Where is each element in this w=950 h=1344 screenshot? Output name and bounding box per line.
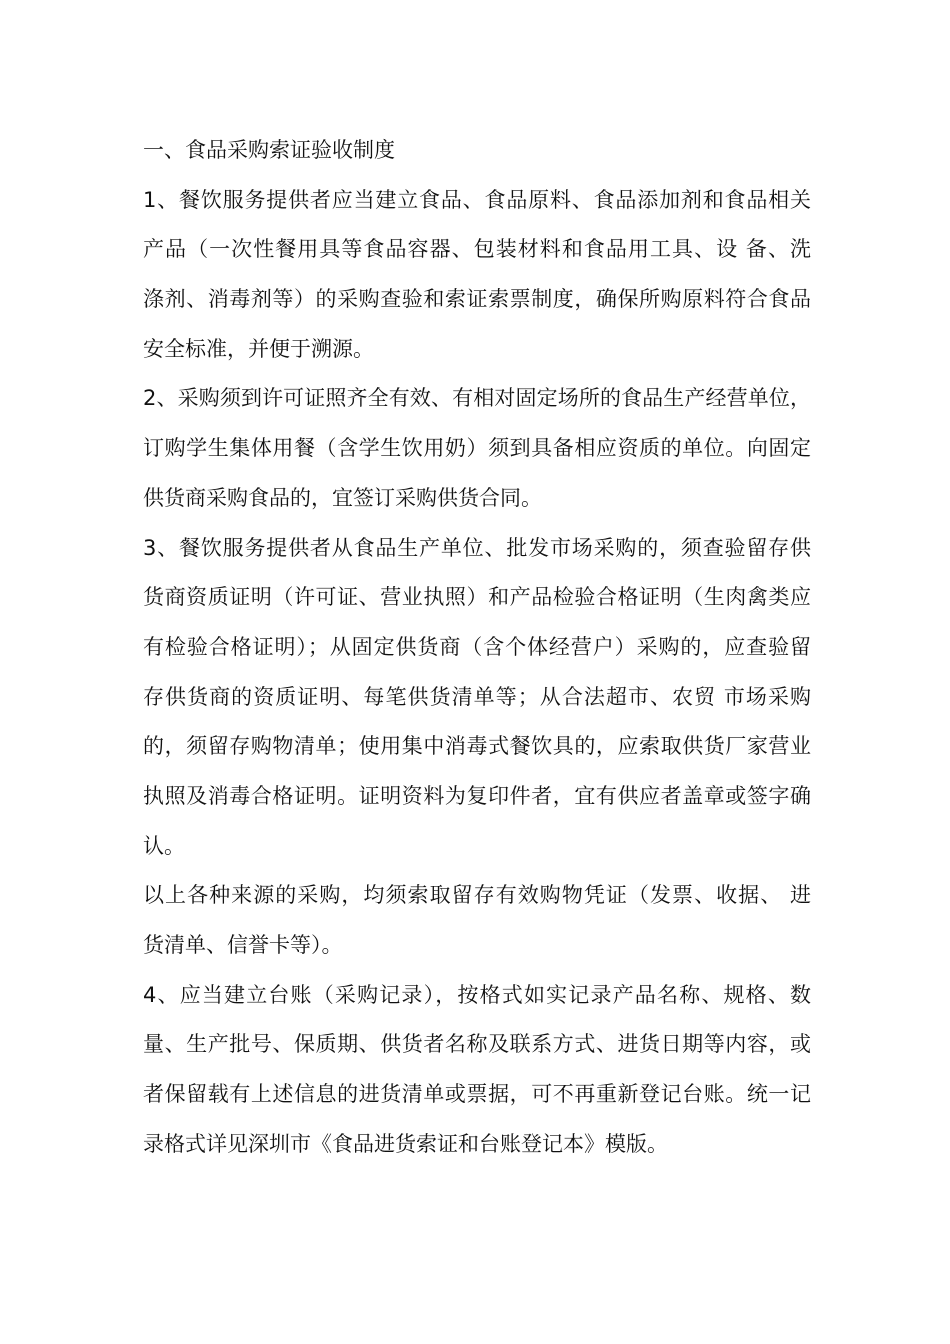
paragraph-line: 的，须留存购物清单；使用集中消毒式餐饮具的，应索取供货厂家营业 xyxy=(143,734,811,759)
paragraph-line: 涤剂、消毒剂等）的采购查验和索证索票制度，确保所购原料符合食品 xyxy=(143,287,811,312)
paragraph-line: 以上各种来源的采购，均须索取留存有效购物凭证（发票、收据、 进 xyxy=(143,883,811,908)
paragraph-line: 录格式详见深圳市《食品进货索证和台账登记本》模版。 xyxy=(143,1131,668,1156)
paragraph-line: 1、餐饮服务提供者应当建立食品、食品原料、食品添加剂和食品相关 xyxy=(143,187,811,212)
paragraph-line: 3、餐饮服务提供者从食品生产单位、批发市场采购的，须查验留存供 xyxy=(143,535,811,560)
paragraph-line: 订购学生集体用餐（含学生饮用奶）须到具备相应资质的单位。向固定 xyxy=(143,436,811,461)
paragraph-line: 有检验合格证明）；从固定供货商（含个体经营户）采购的，应查验留 xyxy=(143,634,811,659)
paragraph-line: 量、生产批号、保质期、供货者名称及联系方式、进货日期等内容，或 xyxy=(143,1032,811,1057)
paragraph-line: 产品（一次性餐用具等食品容器、包装材料和食品用工具、设 备、洗 xyxy=(143,237,811,262)
paragraph-line: 2、采购须到许可证照齐全有效、有相对固定场所的食品生产经营单位， xyxy=(143,386,811,411)
paragraph-line: 者保留载有上述信息的进货清单或票据，可不再重新登记台账。统一记 xyxy=(143,1082,811,1107)
paragraph-line: 认。 xyxy=(143,833,185,858)
paragraph-line: 货清单、信誉卡等）。 xyxy=(143,933,343,957)
paragraph-line: 4、应当建立台账（采购记录），按格式如实记录产品名称、规格、数 xyxy=(143,982,811,1007)
paragraph-line: 安全标准，并便于溯源。 xyxy=(143,336,374,361)
document-body xyxy=(143,128,811,1171)
paragraph-line: 供货商采购食品的，宜签订采购供货合同。 xyxy=(143,485,542,510)
paragraph-line: 存供货商的资质证明、每笔供货清单等；从合法超市、农贸 市场采购 xyxy=(143,684,811,709)
section-heading: 一、食品采购索证验收制度 xyxy=(143,138,395,162)
paragraph-line: 货商资质证明（许可证、营业执照）和产品检验合格证明（生肉禽类应 xyxy=(143,585,811,610)
paragraph-line: 执照及消毒合格证明。证明资料为复印件者，宜有供应者盖章或签字确 xyxy=(143,783,811,808)
